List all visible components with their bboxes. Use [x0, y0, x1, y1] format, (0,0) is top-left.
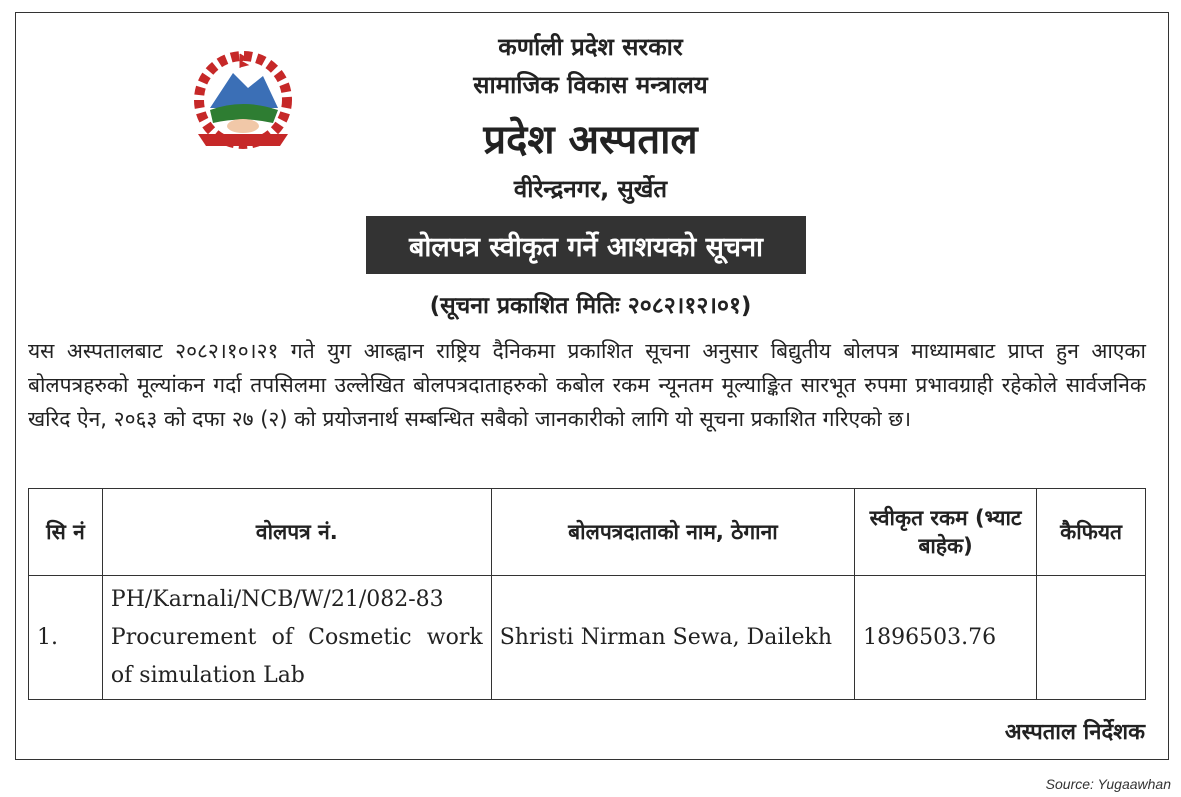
- col-serial: सि नं: [29, 489, 103, 576]
- col-bid-number: वोलपत्र नं.: [102, 489, 491, 576]
- cell-remarks: [1037, 576, 1146, 700]
- col-bidder: बोलपत्रदाताको नाम, ठेगाना: [491, 489, 854, 576]
- notice-title-banner: बोलपत्र स्वीकृत गर्ने आशयको सूचना: [366, 216, 806, 274]
- notice-body: यस अस्पतालबाट २०८२।१०।२१ गते युग आब्ह्वान राष्ट्रिय दैनिकमा प्रकाशित सूचना अनुसार बिद्युतीय बोलपत्र माध्यामबाट प्राप्त हुन आएका बोलपत्रहरुको मूल्यांकन गर्दा तपसिलमा उल्लेखित बोलपत्रदाताहरुको कबोल रकम न्यूनतम मूल्याङ्कित सारभूत रुपमा प्रभावग्राही रहेकोले सार्वजनिक खरिद ऐन, २०६३ को दफा २७ (२) को प्रयोजनार्थ सम्बन्धित सबैको जानकारीको लागि यो सूचना प्रकाशित गरिएको छ।: [28, 339, 1146, 431]
- hospital-name: प्रदेश अस्पताल: [483, 117, 698, 163]
- publish-date: (सूचना प्रकाशित मितिः २०८२।१२।०१): [429, 293, 752, 319]
- col-remarks: कैफियत: [1037, 489, 1146, 576]
- table-header-row: [29, 489, 1146, 576]
- government-name: कर्णाली प्रदेश सरकार: [498, 33, 683, 61]
- cell-bidder: Shristi Nirman Sewa, Dailekh: [491, 576, 854, 700]
- cell-amount: 1896503.76: [855, 576, 1037, 700]
- col-amount: स्वीकृत रकम (भ्याट बाहेक): [855, 489, 1037, 576]
- cell-serial: 1.: [29, 576, 103, 700]
- signatory: अस्पताल निर्देशक: [1004, 720, 1145, 745]
- bid-number: PH/Karnali/NCB/W/21/082-83: [110, 586, 444, 612]
- ministry-name: सामाजिक विकास मन्त्रालय: [473, 71, 708, 99]
- bid-description: Procurement of Cosmetic work of simulation Lab: [110, 624, 483, 688]
- table-row: [29, 576, 1146, 700]
- bid-table: [28, 488, 1146, 700]
- cell-bid: [102, 576, 491, 700]
- source-credit: Source: Yugaawhan: [1045, 776, 1171, 792]
- hospital-address: वीरेन्द्रनगर, सुर्खेत: [513, 175, 668, 203]
